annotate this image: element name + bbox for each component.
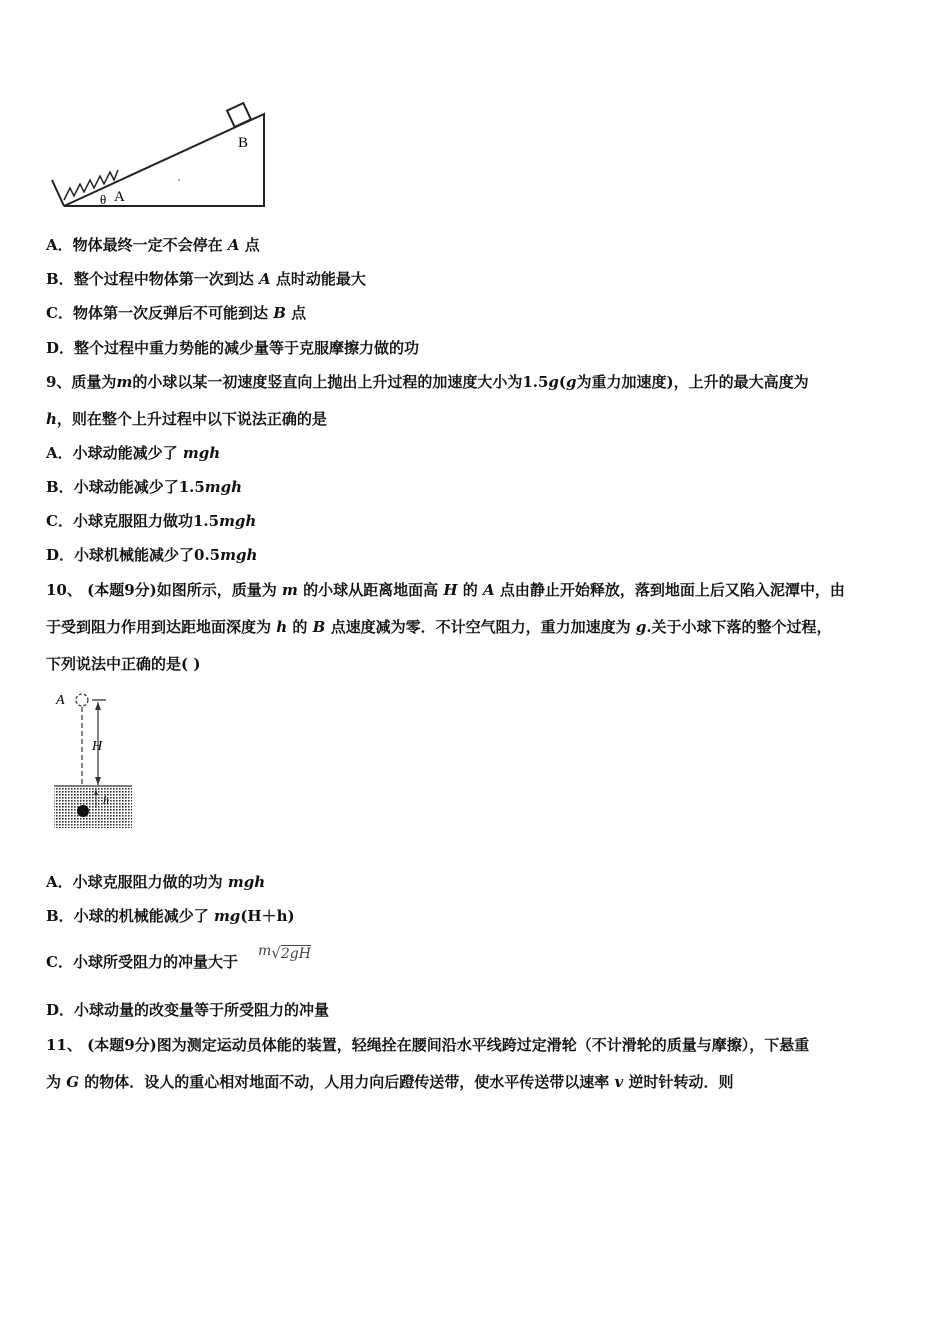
q10-option-c: C．小球所受阻力的冲量大于 xyxy=(46,953,238,971)
q8-option-b: B．整个过程中物体第一次到达 A 点时动能最大 xyxy=(46,270,366,288)
q8-option-a: A．物体最终一定不会停在 A 点 xyxy=(46,236,260,254)
ball-start xyxy=(76,694,88,706)
mud-figure xyxy=(50,686,140,832)
q10-stem-line1: 10、 (本题9分)如图所示，质量为 m 的小球从距离地面高 H 的 A 点由静止开始释放，落到地面上后又陷入泥潭中，由 xyxy=(46,581,845,599)
label-h: h xyxy=(103,793,109,807)
incline-figure xyxy=(44,100,274,215)
label-theta: θ xyxy=(100,192,107,207)
q9-stem-line1: 9、质量为m的小球以某一初速度竖直向上抛出上升过程的加速度大小为1.5g(g为重力加速度)，上升的最大高度为 xyxy=(46,373,809,391)
q8-option-d: D．整个过程中重力势能的减少量等于克服摩擦力做的功 xyxy=(46,339,420,357)
q11-stem-line1: 11、 (本题9分)图为测定运动员体能的装置，轻绳拴在腰间沿水平线跨过定滑轮（不计滑轮的质量与摩擦），下悬重 xyxy=(46,1036,810,1054)
ground-wall xyxy=(52,180,64,206)
label-H: H xyxy=(92,739,103,754)
q10-option-a: A．小球克服阻力做的功为 mgh xyxy=(46,873,266,891)
label-a-point: A xyxy=(56,693,65,708)
block-b xyxy=(227,103,251,127)
label-a: A xyxy=(114,189,125,205)
q10-stem-line3: 下列说法中正确的是( ) xyxy=(46,655,201,673)
label-b: B xyxy=(238,135,249,151)
q11-stem-line2: 为 G 的物体．设人的重心相对地面不动，人用力向后蹬传送带，使水平传送带以速率 v 逆时针转动．则 xyxy=(46,1073,734,1091)
q10-option-b: B．小球的机械能减少了 mg(H＋h) xyxy=(46,907,295,925)
q9-option-c: C．小球克服阻力做功1.5mgh xyxy=(46,512,257,530)
q9-option-d: D．小球机械能减少了0.5mgh xyxy=(46,546,258,564)
formula-m-sqrt-2gH: m√2gH xyxy=(258,943,311,962)
mud xyxy=(54,786,132,828)
ball-end xyxy=(77,805,89,817)
q9-option-b: B．小球动能减少了1.5mgh xyxy=(46,478,243,496)
q9-option-a: A．小球动能减少了 mgh xyxy=(46,444,221,462)
q10-stem-line2: 于受到阻力作用到达距地面深度为 h 的 B 点速度减为零．不计空气阻力，重力加速度为 g.关于小球下落的整个过程， xyxy=(46,618,832,636)
q10-option-d: D．小球动量的改变量等于所受阻力的冲量 xyxy=(46,1001,330,1019)
q9-stem-line2: h，则在整个上升过程中以下说法正确的是 xyxy=(46,410,327,428)
q8-option-c: C．物体第一次反弹后不可能到达 B 点 xyxy=(46,304,307,322)
